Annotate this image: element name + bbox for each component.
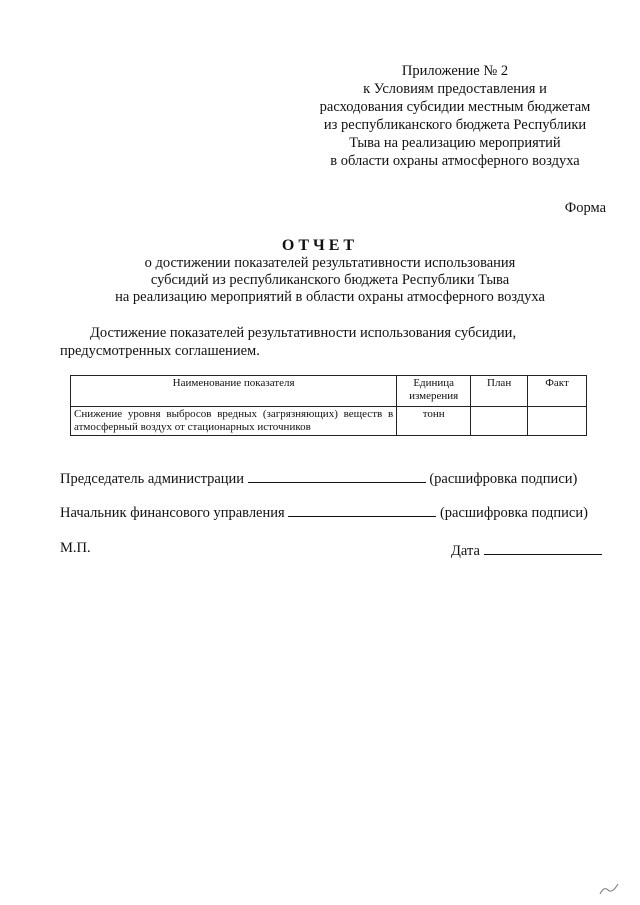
column-header-unit: Единица измерения <box>397 376 471 407</box>
finance-label: Начальник финансового управления <box>60 505 285 521</box>
subtitle-line: субсидий из республиканского бюджета Республики Тыва <box>150 272 510 288</box>
chairman-decode-label: (расшифровка подписи) <box>429 471 578 487</box>
finance-signature-line <box>288 502 436 517</box>
column-header-name: Наименование показателя <box>71 376 397 407</box>
finance-decode-label: (расшифровка подписи) <box>439 505 588 521</box>
finance-signature-row <box>60 502 588 522</box>
table-row <box>71 407 587 436</box>
date-label: Дата <box>451 543 480 559</box>
pen-mark-icon <box>598 882 620 896</box>
report-subtitle <box>60 255 600 306</box>
appendix-line: Приложение № 2 <box>401 63 509 79</box>
report-title: ОТЧЕТ <box>281 237 359 254</box>
chairman-signature-row <box>60 468 577 488</box>
column-header-fact: Факт <box>528 376 587 407</box>
appendix-line: в области охраны атмосферного воздуха <box>330 153 580 169</box>
appendix-header <box>295 62 615 170</box>
indicator-name-cell: Снижение уровня выбросов вредных (загрязняющих) веществ в атмосферный воздух от стационарных источников <box>71 407 397 436</box>
date-line <box>484 540 602 555</box>
appendix-line: расходования субсидии местным бюджетам <box>319 99 591 115</box>
table-header-row <box>71 376 587 407</box>
appendix-line: из республиканского бюджета Республики <box>323 117 587 133</box>
intro-paragraph <box>60 324 600 360</box>
column-header-plan: План <box>471 376 528 407</box>
intro-line: Достижение показателей результативности использования субсидии, <box>90 325 517 341</box>
indicator-fact-cell <box>528 407 587 436</box>
indicator-unit-cell: тонн <box>397 407 471 436</box>
chairman-signature-line <box>248 468 426 483</box>
stamp-label: М.П. <box>60 540 91 556</box>
intro-line: предусмотренных соглашением. <box>60 343 260 359</box>
indicators-table <box>70 375 587 436</box>
subtitle-line: на реализацию мероприятий в области охраны атмосферного воздуха <box>115 289 545 305</box>
subtitle-line: о достижении показателей результативности использования <box>144 255 516 271</box>
indicator-plan-cell <box>471 407 528 436</box>
chairman-label: Председатель администрации <box>60 471 245 487</box>
date-row <box>451 540 602 560</box>
appendix-line: к Условиям предоставления и <box>363 81 547 97</box>
appendix-line: Тыва на реализацию мероприятий <box>349 135 561 151</box>
form-label: Форма <box>564 200 606 216</box>
